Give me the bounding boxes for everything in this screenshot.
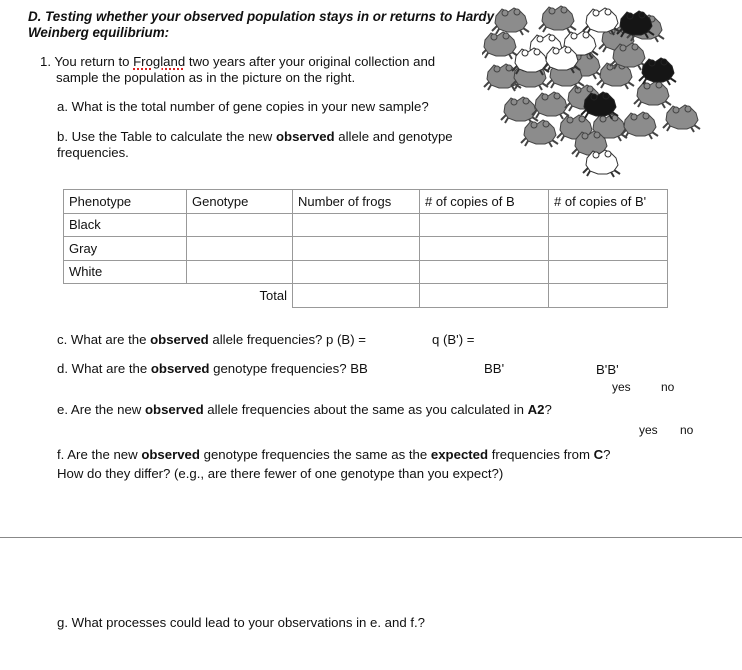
page-divider <box>0 537 742 538</box>
table-cell[interactable] <box>420 260 549 284</box>
qf-line2: How do they differ? (e.g., are there fewer of one genotype than you expect?) <box>57 466 504 481</box>
qf-ref: C <box>593 447 604 462</box>
q1-post: two years after your original collection and <box>185 54 436 69</box>
header-number-of-frogs: Number of frogs <box>293 190 420 214</box>
qf-pre: f. Are the new <box>57 447 142 462</box>
table-row <box>64 213 668 237</box>
row-label-black: Black <box>64 213 187 237</box>
table-cell[interactable] <box>549 284 668 308</box>
total-label: Total <box>259 288 287 303</box>
question-e <box>57 402 552 417</box>
table-cell[interactable] <box>420 237 549 261</box>
yes-option-f[interactable]: yes <box>639 423 658 437</box>
table-row <box>64 260 668 284</box>
qf-mid2: frequencies from <box>488 447 594 462</box>
table-cell[interactable] <box>420 284 549 308</box>
qe-mid: allele frequencies about the same as you calculated in <box>203 402 528 417</box>
no-option-e[interactable]: no <box>661 380 675 394</box>
header-phenotype: Phenotype <box>64 190 187 214</box>
genotype-bb-prime-label: BB' <box>484 361 505 376</box>
section-title <box>28 9 494 41</box>
genotype-table <box>63 189 668 308</box>
qb-bold: observed <box>275 129 335 144</box>
qd-post: genotype frequencies? BB <box>209 361 368 376</box>
table-cell[interactable] <box>549 213 668 237</box>
question-f <box>57 445 611 483</box>
table-cell[interactable] <box>187 213 293 237</box>
qd-bold: observed <box>150 361 210 376</box>
table-cell[interactable] <box>549 260 668 284</box>
table-cell[interactable] <box>420 213 549 237</box>
genotype-b-prime-b-prime-label: B'B' <box>596 362 619 377</box>
header-copies-b-prime: # of copies of B' <box>549 190 668 214</box>
qc-post: allele frequencies? p (B) = <box>208 332 366 347</box>
section-title-line1: D. Testing whether your observed population stays in or returns to Hardy <box>28 9 495 24</box>
question-1 <box>40 54 435 86</box>
qf-bold1: observed <box>141 447 200 462</box>
question-a: a. What is the total number of gene copies in your new sample? <box>57 99 429 114</box>
table-cell[interactable] <box>293 284 420 308</box>
qe-end: ? <box>544 402 552 417</box>
q-b-prime-label: q (B') = <box>432 332 475 347</box>
qf-bold2: expected <box>430 447 489 462</box>
section-title-line2: Weinberg equilibrium: <box>28 25 170 40</box>
qb-line2: frequencies. <box>57 145 129 160</box>
row-label-white: White <box>64 260 187 284</box>
qc-bold: observed <box>150 332 209 347</box>
q1-line2: sample the population as in the picture on the right. <box>56 70 356 85</box>
table-header-row <box>64 190 668 214</box>
qb-post: allele and genotype <box>334 129 453 144</box>
question-b <box>57 129 453 161</box>
table-cell[interactable] <box>187 237 293 261</box>
qe-pre: e. Are the new <box>57 402 145 417</box>
header-genotype: Genotype <box>187 190 293 214</box>
table-row <box>64 237 668 261</box>
q1-pre: 1. You return to <box>40 54 134 69</box>
question-d <box>57 361 368 376</box>
yes-option-e[interactable]: yes <box>612 380 631 394</box>
table-cell[interactable] <box>293 237 420 261</box>
table-cell[interactable] <box>187 260 293 284</box>
qe-bold: observed <box>144 402 204 417</box>
qf-mid: genotype frequencies the same as the <box>199 447 431 462</box>
qb-pre: b. Use the Table to calculate the new <box>57 129 276 144</box>
frog-population-image <box>482 0 707 185</box>
table-cell[interactable] <box>293 260 420 284</box>
question-g: g. What processes could lead to your observations in e. and f.? <box>57 615 425 630</box>
qd-pre: d. What are the <box>57 361 151 376</box>
table-cell[interactable] <box>293 213 420 237</box>
header-copies-b: # of copies of B <box>420 190 549 214</box>
table-total-row <box>64 284 668 308</box>
qf-end: ? <box>603 447 611 462</box>
qc-pre: c. What are the <box>57 332 151 347</box>
row-label-gray: Gray <box>64 237 187 261</box>
q1-place-name: Frogland <box>133 54 186 69</box>
no-option-f[interactable]: no <box>680 423 694 437</box>
qe-ref: A2 <box>527 402 545 417</box>
table-cell[interactable] <box>549 237 668 261</box>
question-c <box>57 332 366 347</box>
